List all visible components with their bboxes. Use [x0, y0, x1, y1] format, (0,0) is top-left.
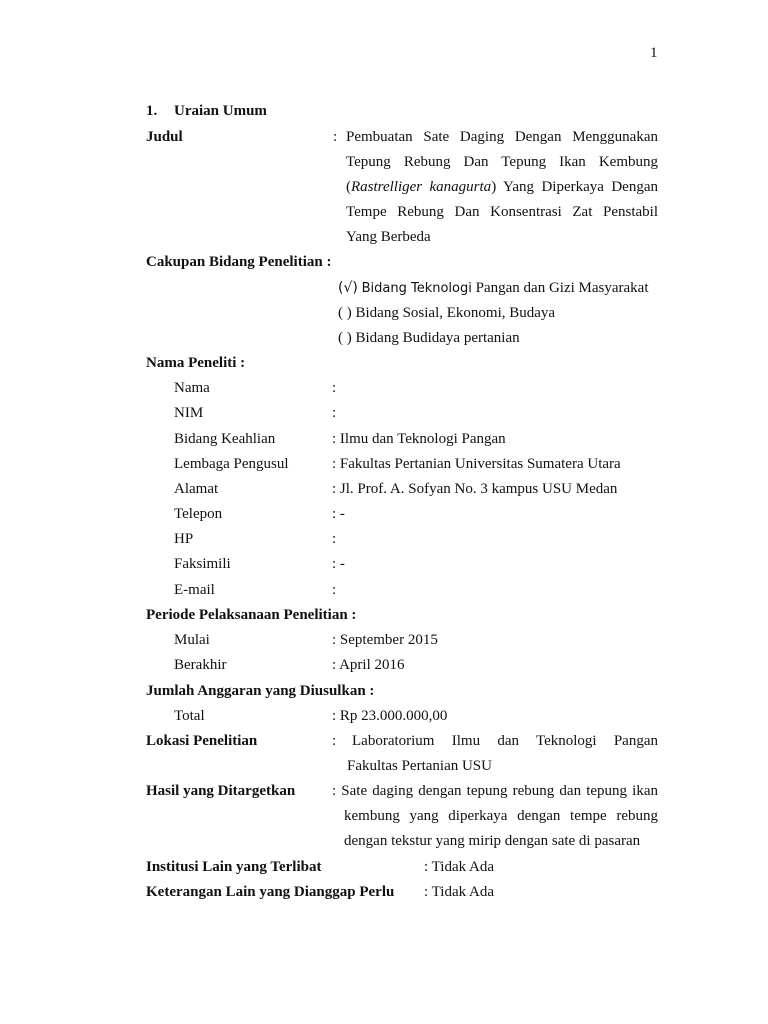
scientific-name: Rastrelliger kanagurta — [351, 179, 492, 195]
lokasi-line-1: Laboratorium Ilmu dan Teknologi Pangan — [352, 733, 658, 749]
keterangan-value: : Tidak Ada — [424, 884, 495, 900]
peneliti-keahlian-value: : Ilmu dan Teknologi Pangan — [332, 431, 506, 447]
periode-label: Periode Pelaksanaan Penelitian : — [146, 607, 357, 623]
cakupan-option-1 — [338, 279, 648, 298]
peneliti-nama-value: : — [332, 380, 337, 396]
unchecked-mark: ( ) — [338, 305, 352, 321]
peneliti-keahlian-label: Bidang Keahlian — [174, 431, 276, 447]
lokasi-label: Lokasi Penelitian — [146, 733, 258, 749]
peneliti-alamat-value: : Jl. Prof. A. Sofyan No. 3 kampus USU Medan — [332, 481, 618, 497]
periode-berakhir-value: : April 2016 — [332, 657, 405, 673]
peneliti-lembaga-label: Lembaga Pengusul — [174, 456, 289, 472]
judul-label: Judul — [146, 129, 183, 145]
peneliti-telepon-value: : - — [332, 506, 345, 522]
keterangan-label: Keterangan Lain yang Dianggap Perlu — [146, 884, 395, 900]
peneliti-alamat-label: Alamat — [174, 481, 219, 497]
institusi-value: : Tidak Ada — [424, 859, 495, 875]
cakupan-option-2 — [338, 304, 555, 322]
peneliti-email-label: E-mail — [174, 582, 215, 598]
judul-line-3 — [346, 178, 658, 196]
lokasi-line-2: Fakultas Pertanian USU — [347, 758, 492, 774]
anggaran-label: Jumlah Anggaran yang Diusulkan : — [146, 683, 375, 699]
peneliti-faksimili-value: : - — [332, 556, 345, 572]
periode-berakhir-label: Berakhir — [174, 657, 227, 673]
judul-line-2: Tepung Rebung Dan Tepung Ikan Kembung — [346, 154, 658, 170]
peneliti-nim-value: : — [332, 405, 337, 421]
cakupan-option-2-text: Bidang Sosial, Ekonomi, Budaya — [355, 305, 556, 321]
hasil-label: Hasil yang Ditargetkan — [146, 783, 296, 799]
judul-line-5: Yang Berbeda — [346, 229, 431, 245]
judul-line-3-open: ( — [346, 179, 351, 195]
section-number: 1. — [146, 103, 158, 119]
anggaran-total-label: Total — [174, 708, 205, 724]
anggaran-total-value: : Rp 23.000.000,00 — [332, 708, 448, 724]
judul-colon: : — [333, 129, 338, 145]
periode-mulai-label: Mulai — [174, 632, 210, 648]
cakupan-option-3-text: Bidang Budidaya pertanian — [355, 330, 520, 346]
peneliti-nama-label: Nama — [174, 380, 210, 396]
peneliti-hp-value: : — [332, 531, 337, 547]
peneliti-lembaga-value: : Fakultas Pertanian Universitas Sumatera Utara — [332, 456, 621, 472]
peneliti-email-value: : — [332, 582, 337, 598]
peneliti-label: Nama Peneliti : — [146, 355, 246, 371]
cakupan-option-1-text-b: Pangan dan Gizi Masyarakat — [471, 280, 649, 296]
institusi-label: Institusi Lain yang Terlibat — [146, 859, 322, 875]
peneliti-nim-label: NIM — [174, 405, 204, 421]
judul-line-1: Pembuatan Sate Daging Dengan Menggunakan — [346, 129, 658, 145]
peneliti-telepon-label: Telepon — [174, 506, 223, 522]
hasil-line-2: kembung yang diperkaya dengan tempe rebung — [344, 808, 658, 824]
cakupan-label: Cakupan Bidang Penelitian : — [146, 254, 332, 270]
checked-mark: (√) — [338, 280, 358, 296]
peneliti-faksimili-label: Faksimili — [174, 556, 231, 572]
judul-line-4: Tempe Rebung Dan Konsentrasi Zat Penstabil — [346, 204, 658, 220]
periode-mulai-value: : September 2015 — [332, 632, 438, 648]
section-title: Uraian Umum — [174, 103, 267, 119]
judul-line-3-rest: ) Yang Diperkaya Dengan — [491, 179, 658, 195]
page-number: 1 — [650, 45, 658, 61]
lokasi-colon: : — [332, 733, 337, 749]
hasil-line-1: : Sate daging dengan tepung rebung dan tepung ikan — [332, 783, 658, 799]
unchecked-mark: ( ) — [338, 330, 352, 346]
peneliti-hp-label: HP — [174, 531, 194, 547]
cakupan-option-1-text-a: Bidang Teknologi — [361, 281, 472, 296]
cakupan-option-3 — [338, 329, 520, 347]
hasil-line-3: dengan tekstur yang mirip dengan sate di pasaran — [344, 833, 641, 849]
